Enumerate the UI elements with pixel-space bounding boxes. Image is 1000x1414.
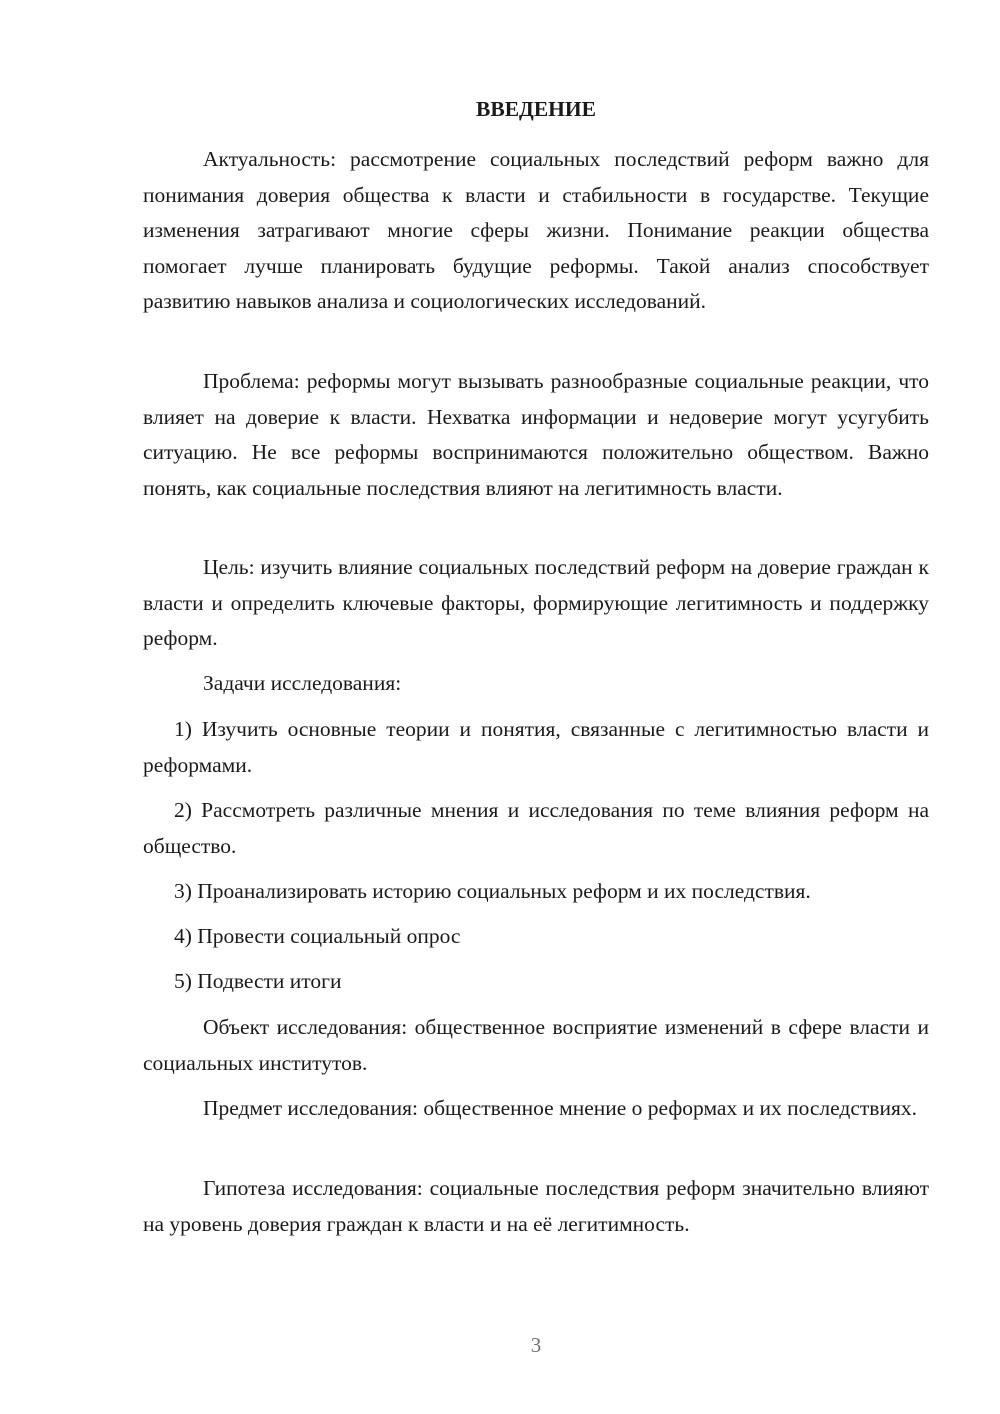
task-item-1: 1) Изучить основные теории и понятия, связанные с легитимностью власти и реформами. — [143, 717, 929, 777]
task-list-item — [143, 874, 929, 910]
goal-paragraph: Цель: изучить влияние социальных последствий реформ на доверие граждан к власти и определить ключевые факторы, формирующие легитимность и поддержку реформ. — [143, 555, 929, 650]
subject-paragraph: Предмет исследования: общественное мнение о реформах и их последствиях. — [203, 1096, 917, 1120]
task-item-3: 3) Проанализировать историю социальных реформ и их последствия. — [174, 879, 811, 903]
tasks-block — [143, 666, 929, 702]
page-number: 3 — [530, 1333, 542, 1357]
goal-block — [143, 550, 929, 657]
problem-block — [143, 364, 929, 506]
object-paragraph: Объект исследования: общественное восприятие изменений в сфере власти и социальных институтов. — [143, 1015, 929, 1075]
relevance-paragraph: Актуальность: рассмотрение социальных последствий реформ важно для понимания доверия общества к власти и стабильности в государстве. Текущие изменения затрагивают многие сферы жизни. Понимание реакции общества помогает лучше планировать будущие реформы. Такой анализ способствует развитию навыков анализа и социологических исследований. — [143, 147, 929, 313]
task-item-5: 5) Подвести итоги — [174, 969, 342, 993]
object-block — [143, 1010, 929, 1081]
hypothesis-paragraph: Гипотеза исследования: социальные последствия реформ значительно влияют на уровень доверия граждан к власти и на её легитимность. — [143, 1176, 929, 1236]
task-list-item — [143, 793, 929, 864]
page-title: ВВЕДЕНИЕ — [476, 97, 596, 121]
problem-paragraph: Проблема: реформы могут вызывать разнообразные социальные реакции, что влияет на доверие к власти. Нехватка информации и недоверие могут усугубить ситуацию. Не все реформы воспринимаются положительно обществом. Важно понять, как социальные последствия влияют на легитимность власти. — [143, 369, 929, 500]
hypothesis-block — [143, 1171, 929, 1242]
tasks-heading: Задачи исследования: — [203, 671, 402, 695]
subject-block — [143, 1091, 929, 1127]
task-item-2: 2) Рассмотреть различные мнения и исследования по теме влияния реформ на общество. — [143, 798, 929, 858]
task-list-item — [143, 712, 929, 783]
task-list-item — [143, 964, 929, 1000]
task-item-4: 4) Провести социальный опрос — [174, 924, 461, 948]
relevance-block — [143, 142, 929, 320]
task-list-item — [143, 919, 929, 955]
